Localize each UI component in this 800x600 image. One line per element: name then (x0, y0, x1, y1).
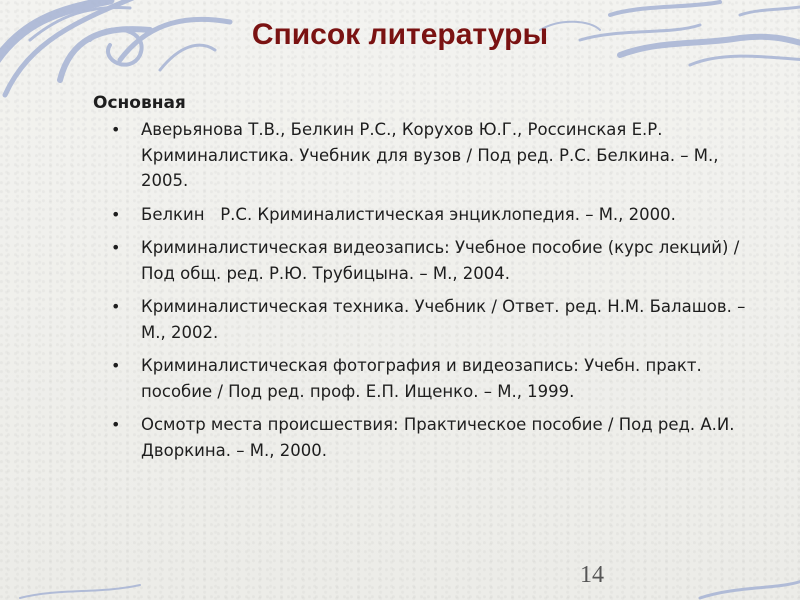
list-item (93, 353, 753, 404)
reference-text: Криминалистическая фотография и видеозапись: Учебн. практ. пособие / Под ред. проф. Е.П. Ищенко. – М., 1999. (141, 356, 702, 401)
bullet: • (111, 238, 121, 257)
bullet: • (111, 120, 121, 139)
list-item (93, 235, 753, 286)
slide-title: Список литературы (251, 18, 549, 51)
bullet: • (111, 204, 121, 224)
list-item (93, 117, 753, 194)
page-number: 14 (580, 562, 604, 588)
section-heading: Основная (93, 93, 186, 113)
reference-text: Криминалистическая видеозапись: Учебное пособие (курс лекций) / Под общ. ред. Р.Ю. Трубицына. – М., 2004. (141, 238, 740, 283)
list-item (93, 412, 753, 463)
reference-text: Аверьянова Т.В., Белкин Р.С., Корухов Ю.Г., Россинская Е.Р. Криминалистика. Учебник для вузов / Под ред. Р.С. Белкина. – М., 2005. (141, 120, 719, 190)
references-block (93, 93, 753, 471)
reference-text: Белкин Р.С. Криминалистическая энциклопедия. – М., 2000. (141, 204, 676, 224)
reference-text: Осмотр места происшествия: Практическое пособие / Под ред. А.И. Дворкина. – М., 2000. (141, 415, 735, 460)
reference-text: Криминалистическая техника. Учебник / Ответ. ред. Н.М. Балашов. – М., 2002. (141, 297, 746, 342)
list-item (93, 294, 753, 345)
bullet: • (111, 356, 121, 375)
bullet: • (111, 297, 121, 316)
references-list (93, 117, 753, 463)
list-item (93, 202, 753, 228)
bullet: • (111, 415, 121, 434)
